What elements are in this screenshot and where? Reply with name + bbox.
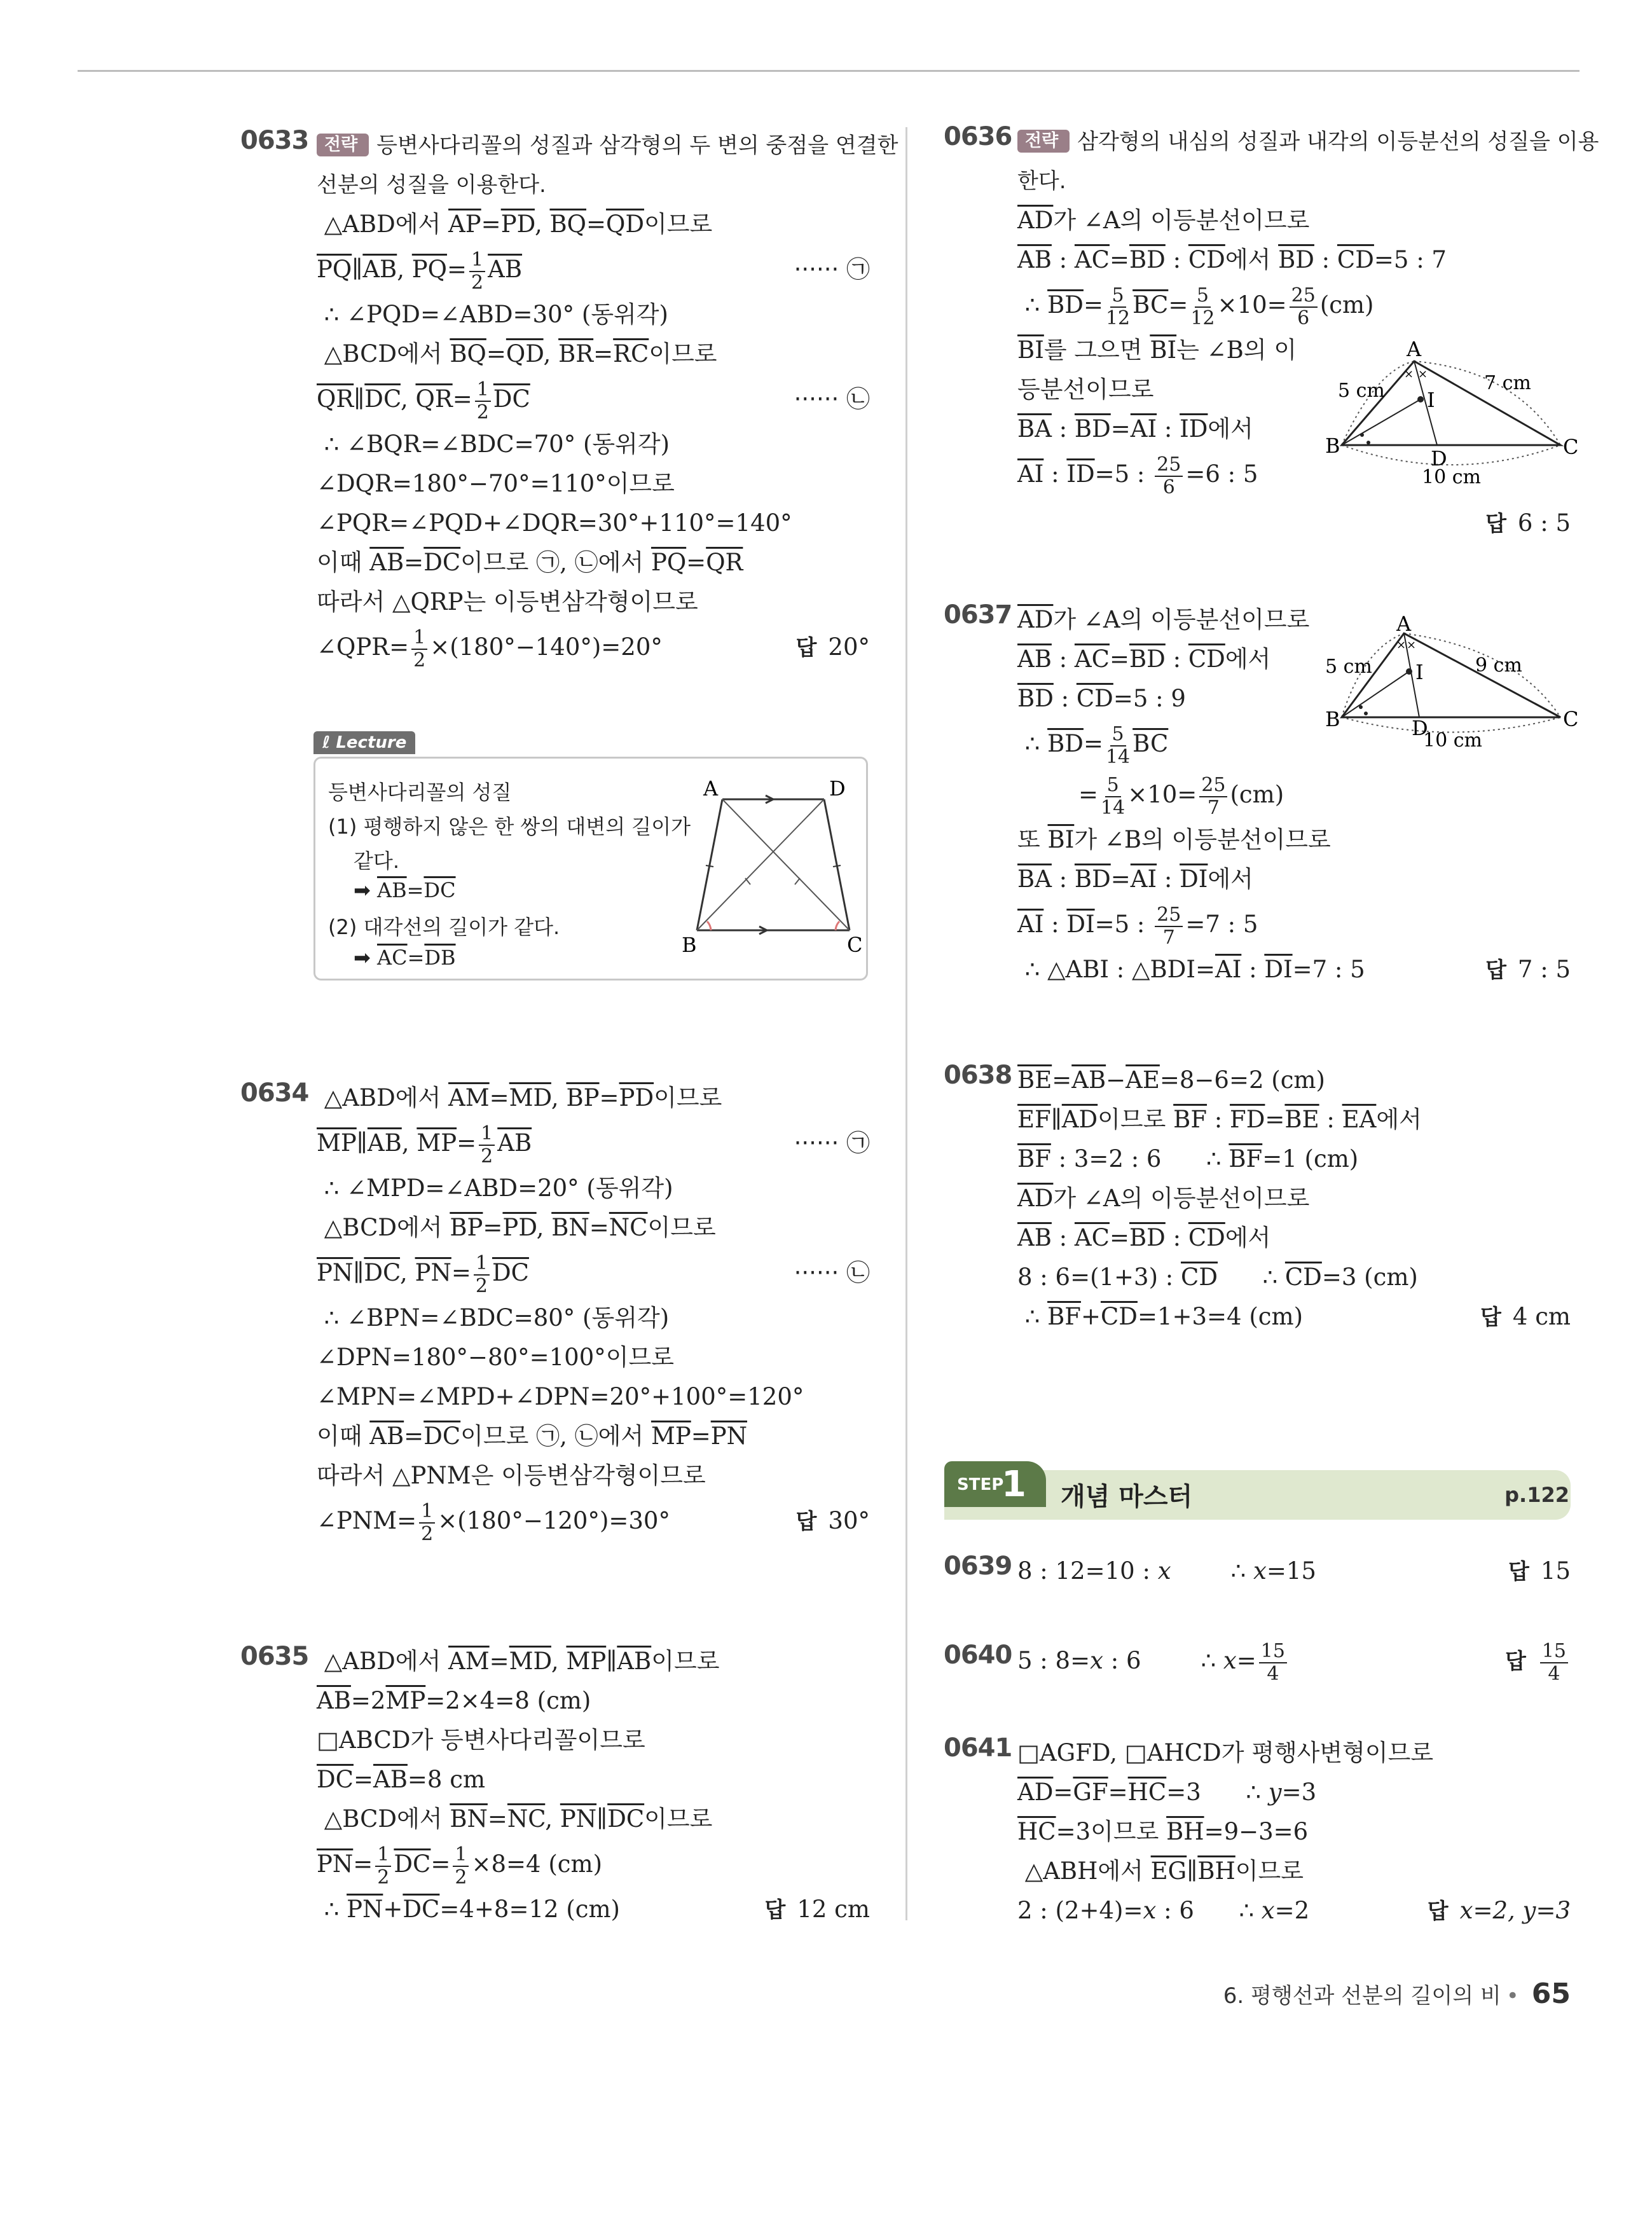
solution-line: $\overline{DC}=\overline{AB}=8$ cm — [317, 1766, 486, 1793]
answer-value: 15 — [1540, 1557, 1571, 1585]
vertex-d: D — [829, 776, 846, 801]
side-ab-length: 5 cm — [1338, 380, 1385, 402]
solution-line: 8 : 6=(1+3) : $\overline{CD}$ ∴ $\overline{CD}=3$ (cm) — [1017, 1263, 1418, 1291]
lecture-item1-cont: 같다. — [354, 849, 399, 873]
top-rule — [78, 70, 1580, 72]
solution-line: □AGFD, □AHCD가 평행사변형이므로 — [1017, 1739, 1434, 1766]
solution-line: 8 : 12=10 : x ∴ x=15 답 15 — [1017, 1557, 1571, 1585]
answer-label: 답 — [795, 635, 817, 661]
solution-line: ∠QPR= $\frac{1}{2}$ ×(180°−140°)=20° 답 20° — [317, 626, 870, 671]
solution-line: $\overline{BE}=\overline{AB}-\overline{AE}=8-6=2$ (cm) — [1017, 1066, 1325, 1094]
problem-number: 0641 — [944, 1733, 1012, 1763]
chapter-title: 6. 평행선과 선분의 길이의 비 — [1223, 1983, 1501, 2009]
vertex-c: C — [847, 933, 863, 957]
vertex-c: C — [1563, 435, 1579, 459]
step-page-ref: p.122 — [1504, 1483, 1569, 1507]
answer-value: 12 cm — [797, 1896, 870, 1923]
vertex-b: B — [1325, 434, 1340, 458]
lecture-item2: (2) 대각선의 길이가 같다. — [328, 915, 560, 939]
vertex-d: D — [1431, 446, 1447, 471]
problem-number: 0637 — [944, 600, 1012, 630]
solution-line: ∠MPN=∠MPD+∠DPN=20°+100°=120° — [317, 1383, 804, 1410]
lecture-title: 등변사다리꼴의 성질 — [328, 780, 512, 804]
solution-line: △BCD에서 $\overline{BP}=\overline{PD}$, $\overline{BN}=\overline{NC}$이므로 — [317, 1214, 716, 1241]
solution-line: ∴ ∠MPD=∠ABD=20° (동위각) — [317, 1174, 673, 1202]
answer-label: 답 — [1485, 511, 1506, 537]
solution-line: ∠DQR=180°−70°=110°이므로 — [317, 470, 675, 497]
solution-line: ∴ ∠BQR=∠BDC=70° (동위각) — [317, 430, 670, 458]
solution-line: $\overline{AD}$가 ∠A의 이등분선이므로 — [1017, 606, 1310, 633]
page-footer — [1223, 1978, 1571, 2010]
lecture-label: Lecture — [336, 733, 407, 752]
vertex-b: B — [1325, 707, 1340, 731]
trapezoid-figure — [684, 771, 862, 968]
answer-denominator: 4 — [1548, 1662, 1560, 1685]
solution-line: $\overline{AB}$ : $\overline{AC}=\overline{BD}$ : $\overline{CD}$에서 $\overline{BD}$ : $\overline{CD}=5$ : 7 — [1017, 246, 1447, 273]
solution-line: 5 : 8=x : 6 ∴ x= $\frac{15}{4}$ 답 $\frac{15}{4}$ — [1017, 1635, 1571, 1686]
step-badge — [944, 1461, 1046, 1507]
column-divider — [905, 127, 907, 1920]
solution-line: ∠DPN=180°−80°=100°이므로 — [317, 1344, 674, 1371]
solution-line: $\overline{PQ}\parallel\overline{AB}$, $\overline{PQ}=$ $\frac{1}{2}$ $\overline{AB}$ ······ ㉠ — [317, 248, 870, 294]
answer-label: 답 — [1504, 1649, 1526, 1674]
answer-label: 답 — [795, 1509, 817, 1534]
side-bc-length: 10 cm — [1423, 729, 1482, 752]
answer-value: 7 : 5 — [1517, 956, 1571, 983]
solution-line: $\overline{AD}$가 ∠A의 이등분선이므로 — [1017, 207, 1310, 234]
vertex-a: A — [1396, 612, 1412, 636]
solution-line: ∴ $\overline{PN}+\overline{DC}=4+8=12$ (cm) 답 12 cm — [317, 1896, 870, 1923]
problem-number: 0638 — [944, 1061, 1012, 1090]
solution-line: △BCD에서 $\overline{BN}=\overline{NC}$, $\overline{PN}\parallel\overline{DC}$이므로 — [317, 1805, 713, 1833]
solution-line: 따라서 △QRP는 이등변삼각형이므로 — [317, 588, 698, 616]
solution-line: △BCD에서 $\overline{BQ}=\overline{QD}$, $\overline{BR}=\overline{RC}$이므로 — [317, 340, 717, 368]
solution-line: △ABH에서 $\overline{EG}\parallel\overline{BH}$이므로 — [1017, 1857, 1304, 1885]
side-ab-length: 5 cm — [1325, 656, 1372, 678]
solution-line: = $\frac{5}{14}$ ×10= $\frac{25}{7}$ (cm) — [1078, 773, 1284, 819]
step-title: 개념 마스터 — [1061, 1482, 1193, 1511]
answer-line — [1017, 504, 1571, 543]
side-ac-length: 7 cm — [1484, 372, 1531, 394]
solution-line: ∴ △ABI : $\triangle BDI=\overline{AI}$ : $\overline{DI}=7$ : 5 답 7 : 5 — [1017, 956, 1571, 983]
svg-text:×: × — [1407, 638, 1417, 652]
answer-value: 20° — [828, 633, 870, 661]
solution-line: $\overline{BF}$ : 3=2 : 6 ∴ $\overline{BF}=1$ (cm) — [1017, 1145, 1359, 1173]
vertex-c: C — [1563, 707, 1579, 731]
solution-line: $\overline{BI}$를 그으면 $\overline{BI}$는 ∠B의 이 — [1017, 336, 1297, 364]
solution-line: 이때 $\overline{AB}=\overline{DC}$이므로 ㉠, ㉡에서 $\overline{MP}=\overline{PN}$ — [317, 1422, 748, 1450]
footer-separator: • — [1506, 1983, 1519, 2009]
answer-label: 답 — [1480, 1305, 1501, 1330]
page-number: 65 — [1531, 1978, 1571, 2010]
strategy-line-2: 한다. — [1017, 169, 1066, 194]
triangle-figure-0636 — [1325, 337, 1579, 491]
problem-number: 0634 — [240, 1078, 309, 1108]
svg-text:×: × — [1418, 368, 1428, 381]
solution-line: $\overline{AI}$ : $\overline{DI}=5$ : $\frac{25}{7}$ =7 : 5 — [1017, 903, 1258, 949]
solution-line: 따라서 △PNM은 이등변삼각형이므로 — [317, 1462, 706, 1489]
solution-line: ∴ $\overline{BD}=$ $\frac{5}{14}$ $\overline{BC}$ — [1017, 722, 1169, 768]
vertex-a: A — [703, 776, 719, 801]
side-ac-length: 9 cm — [1475, 654, 1522, 677]
solution-line: $\overline{PN}=$ $\frac{1}{2}$ $\overline{DC}=$ $\frac{1}{2}$ ×8=4 (cm) — [317, 1843, 603, 1889]
solution-line: △ABD에서 $\overline{AM}=\overline{MD}$, $\overline{BP}=\overline{PD}$이므로 — [317, 1084, 722, 1112]
triangle-figure-0637 — [1325, 610, 1579, 752]
strategy-text: 삼각형의 내심의 성질과 내각의 이등분선의 성질을 이용 — [1077, 129, 1599, 155]
solution-line: $\overline{AD}=\overline{GF}=\overline{HC}=3$ ∴ y=3 — [1017, 1779, 1317, 1806]
lecture-item1-eq: ➡ $\overline{AB}=\overline{DC}$ — [354, 878, 456, 902]
solution-line: $\overline{HC}=3$이므로 $\overline{BH}=9-3=6$ — [1017, 1818, 1309, 1845]
step-number: 1 — [1002, 1464, 1026, 1505]
answer-value: 4 cm — [1512, 1303, 1571, 1330]
strategy-line — [317, 126, 898, 165]
solution-line: △ABD에서 $\overline{AM}=\overline{MD}$, $\overline{MP}\parallel\overline{AB}$이므로 — [317, 1648, 720, 1675]
strategy-badge: 전략 — [1017, 130, 1070, 153]
solution-line: $\overline{PN}\parallel\overline{DC}$, $\overline{PN}=$ $\frac{1}{2}$ $\overline{DC}$ ······ ㉡ — [317, 1251, 870, 1297]
solution-line: $\overline{QR}\parallel\overline{DC}$, $\overline{QR}=$ $\frac{1}{2}$ $\overline{DC}$ ······ ㉡ — [317, 378, 870, 423]
solution-line: ∠PNM= $\frac{1}{2}$ ×(180°−120°)=30° 답 30° — [317, 1499, 870, 1545]
lecture-tag: ℓ Lecture — [313, 731, 415, 754]
vertex-b: B — [682, 933, 697, 957]
incenter-i: I — [1415, 660, 1424, 684]
solution-line: 이때 $\overline{AB}=\overline{DC}$이므로 ㉠, ㉡에서 $\overline{PQ}=\overline{QR}$ — [317, 549, 743, 576]
svg-text:×: × — [1396, 638, 1407, 652]
answer-value: 30° — [828, 1507, 870, 1534]
answer-numerator: 15 — [1540, 1641, 1568, 1663]
solution-line: 또 $\overline{BI}$가 ∠B의 이등분선이므로 — [1017, 826, 1331, 853]
problem-number: 0635 — [240, 1642, 309, 1671]
step-word: STEP — [957, 1475, 1004, 1494]
incenter-i: I — [1427, 388, 1435, 412]
problem-number: 0633 — [240, 126, 309, 155]
answer-value: 6 : 5 — [1517, 509, 1571, 537]
vertex-d: D — [1412, 716, 1428, 740]
solution-line: 2 : (2+4)=x : 6 ∴ x=2 답 x=2, y=3 — [1017, 1897, 1571, 1924]
solution-line: $\overline{EF}\parallel\overline{AD}$이므로 $\overline{BF}$ : $\overline{FD}=\overline{BE}$ : $\overline{EA}$에서 — [1017, 1106, 1422, 1133]
answer-label: 답 — [764, 1897, 786, 1923]
problem-number: 0639 — [944, 1552, 1012, 1581]
solution-line: □ABCD가 등변사다리꼴이므로 — [317, 1726, 645, 1754]
solution-line: $\overline{MP}\parallel\overline{AB}$, $\overline{MP}=$ $\frac{1}{2}$ $\overline{AB}$ ······ ㉠ — [317, 1122, 870, 1167]
solution-line: ∴ ∠PQD=∠ABD=30° (동위각) — [317, 301, 668, 328]
solution-line: ∠PQR=∠PQD+∠DQR=30°+110°=140° — [317, 509, 792, 537]
solution-line: ∴ ∠BPN=∠BDC=80° (동위각) — [317, 1304, 670, 1332]
answer-label: 답 — [1427, 1899, 1449, 1924]
solution-line: △ABD에서 $\overline{AP}=\overline{PD}$, $\overline{BQ}=\overline{QD}$이므로 — [317, 210, 713, 238]
answer-fraction — [1540, 1641, 1568, 1685]
strategy-badge: 전략 — [317, 134, 369, 156]
solution-line: $\overline{AI}$ : $\overline{ID}=5$ : $\frac{25}{6}$ =6 : 5 — [1017, 453, 1258, 499]
solution-line: $\overline{AB}$ : $\overline{AC}=\overline{BD}$ : $\overline{CD}$에서 — [1017, 645, 1271, 673]
problem-number: 0636 — [944, 122, 1012, 151]
vertex-a: A — [1407, 337, 1422, 361]
strategy-text: 등변사다리꼴의 성질과 삼각형의 두 변의 중점을 연결한 — [376, 133, 898, 158]
solution-line: $\overline{BA}$ : $\overline{BD}=\overline{AI}$ : $\overline{ID}$에서 — [1017, 415, 1253, 443]
solution-line: ∴ $\overline{BD}=$ $\frac{5}{12}$ $\overline{BC}=$ $\frac{5}{12}$ ×10= $\frac{25}{6}$ (cm) — [1017, 284, 1374, 329]
solution-line: $\overline{AB}=2\overline{MP}=2\times 4=8$ (cm) — [317, 1687, 591, 1714]
svg-text:×: × — [1404, 368, 1414, 381]
solution-line: $\overline{BD}$ : $\overline{CD}=5$ : 9 — [1017, 685, 1186, 712]
problem-number: 0640 — [944, 1641, 1012, 1670]
lecture-item1: (1) 평행하지 않은 한 쌍의 대변의 길이가 — [328, 815, 691, 839]
solution-line: $\overline{BA}$ : $\overline{BD}=\overline{AI}$ : $\overline{DI}$에서 — [1017, 865, 1253, 893]
solution-line: $\overline{AB}$ : $\overline{AC}=\overline{BD}$ : $\overline{CD}$에서 — [1017, 1224, 1271, 1251]
solution-line: $\overline{AD}$가 ∠A의 이등분선이므로 — [1017, 1185, 1310, 1212]
answer-value: x=2, y=3 — [1459, 1897, 1571, 1924]
answer-label: 답 — [1485, 958, 1506, 983]
side-bc-length: 10 cm — [1422, 466, 1481, 488]
strategy-line — [1017, 122, 1599, 162]
lecture-item2-eq: ➡ $\overline{AC}=\overline{DB}$ — [354, 946, 456, 970]
lecture-box — [313, 757, 868, 981]
solution-line: 등분선이므로 — [1017, 376, 1154, 403]
solution-line: ∴ $\overline{BF}+\overline{CD}=1+3=4$ (cm) 답 4 cm — [1017, 1303, 1571, 1330]
answer-label: 답 — [1508, 1559, 1529, 1585]
strategy-line-2: 선분의 성질을 이용한다. — [317, 172, 546, 198]
